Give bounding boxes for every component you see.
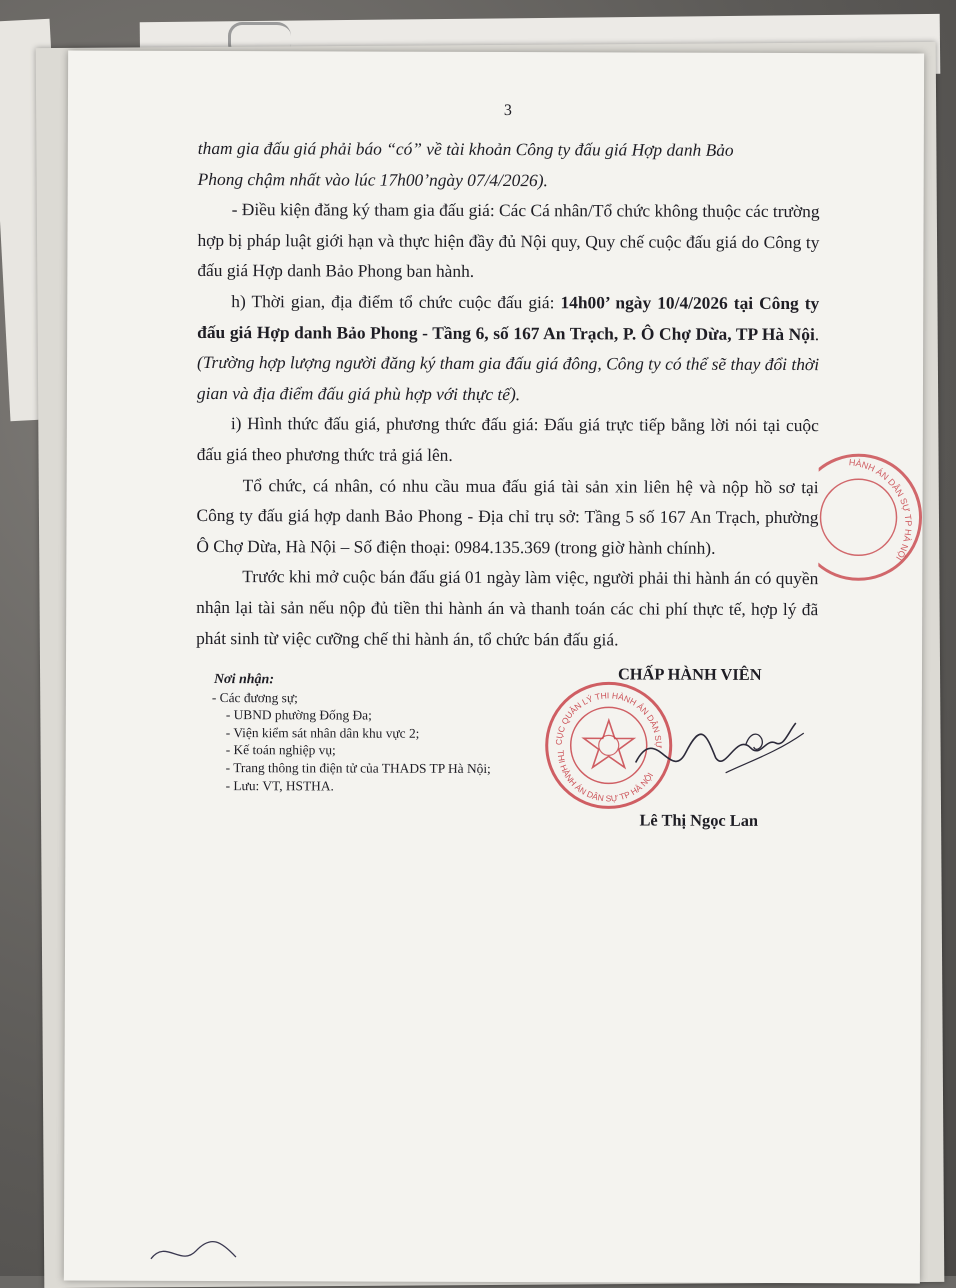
paragraph-auction-form: i) Hình thức đấu giá, phương thức đấu giá: Đấu giá trực tiếp bằng lời nói tại cuộc đấu giá theo phương thức trả giá lên. [196,413,819,465]
paragraph-recovery: Trước khi mở cuộc bán đấu giá 01 ngày làm việc, người phải thi hành án có quyền nhận lại tài sản nếu nộp đủ tiền thi hành án và thanh toán các chi phí thực tế, hợp lý đã phát sinh từ việc cưỡng chế thi hành án, tổ chức bán đấu giá. [196,566,819,649]
seal-text-top: CỤC QUẢN LÝ THI HÀNH ÁN DÂN SỰ [553,690,664,749]
recipient-item: - Kế toán nghiệp vụ; [225,742,336,758]
recipient-item: - UBND phường Đống Đa; [225,707,372,723]
time-location-label: h) Thời gian, địa điểm tổ chức cuộc đấu giá: [231,291,561,313]
paragraph-1-line-2: Phong chậm nhất vào lúc 17h00’ngày 07/4/2026). [197,168,548,190]
paragraph-contact: Tổ chức, cá nhân, có nhu cầu mua đấu giá tài sản xin liên hệ và nộp hồ sơ tại Công ty đấu giá hợp danh Bảo Phong - Địa chỉ trụ sở: Tầng 5 số 167 An Trạch, phường Ô Chợ Dừa, Hà Nội – Số điện thoại: 0984.135.369 (trong giờ hành chính). [196,474,819,558]
document-body [196,133,820,655]
handwritten-signature [626,702,806,793]
document-page [64,51,924,1284]
recipients-block [212,671,572,795]
pen-scribble [146,1229,266,1269]
paragraph-1-line-1: tham gia đấu giá phải báo “có” về tài khoản Công ty đấu giá Hợp danh Bảo [197,137,734,160]
recipient-item: - Lưu: VT, HSTHA. [225,777,334,794]
signer-title: CHẤP HÀNH VIÊN [617,664,762,684]
time-location-value: 14h00’ ngày 10/4/2026 tại Công ty đấu giá Hợp danh Bảo Phong - Tầng 6, số 167 An Trạch, P. Ô Chợ Dừa, TP Hà Nội [197,292,820,344]
page-number: 3 [503,102,512,120]
paragraph-time-location [197,286,819,411]
page-seal-icon [818,445,928,585]
time-location-note: (Trường hợp lượng người đăng ký tham gia đấu giá đông, Công ty có thể sẽ thay đổi thời gian và địa điểm đấu giá phù hợp với thực tế). [196,352,820,404]
time-location-dot: . [814,323,820,344]
page-seal-text: HÀNH ÁN DÂN SỰ TP HÀ NỘI [848,457,914,563]
signer-name: Lê Thị Ngọc Lan [639,810,759,830]
paragraph-registration-conditions: - Điều kiện đăng ký tham gia đấu giá: Các Cá nhân/Tổ chức không thuộc các trường hợp bị pháp luật giới hạn và thực hiện đầy đủ Nội quy, Quy chế cuộc đấu giá do Công ty đấu giá Hợp danh Bảo Phong ban hành. [197,199,820,282]
recipient-item: - Các đương sự; [211,689,298,705]
recipients-list [212,689,572,796]
seal-text-bottom: THI HÀNH ÁN DÂN SỰ TP HÀ NỘI [555,749,656,804]
recipient-item: - Viện kiểm sát nhân dân khu vực 2; [225,724,420,741]
recipients-heading: Nơi nhận: [213,672,275,688]
recipient-item: - Trang thông tin điện tử của THADS TP Hà Nội; [225,760,491,776]
